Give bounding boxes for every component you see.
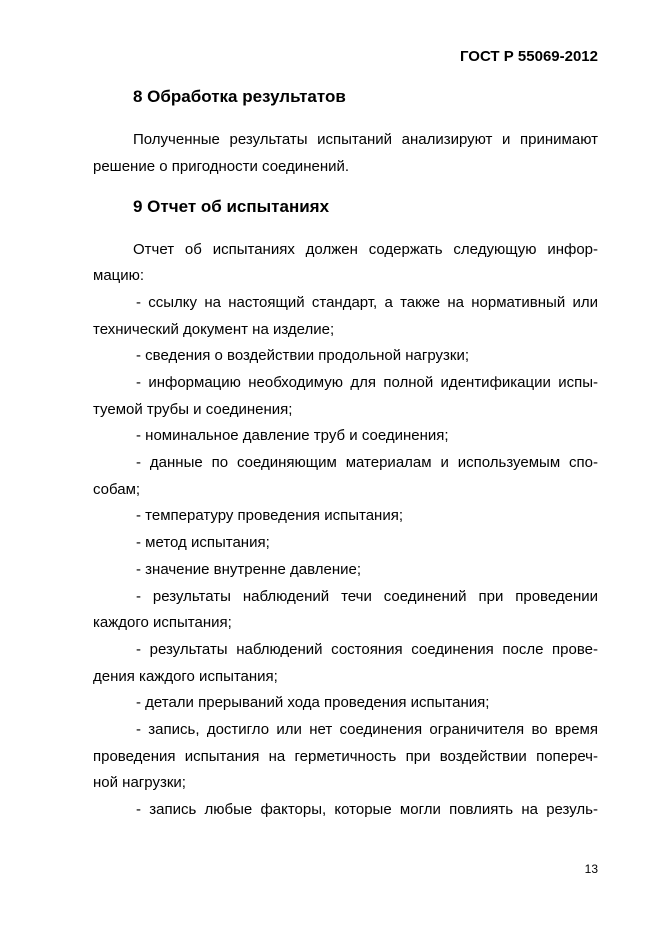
list-item-line: дения каждого испытания; xyxy=(93,668,278,685)
standard-code: ГОСТ Р 55069-2012 xyxy=(459,48,598,65)
section-9-heading: 9 Отчет об испытаниях xyxy=(133,197,330,216)
list-item-line: технический документ на изделие; xyxy=(93,321,335,338)
list-item-line: - значение внутренне давление; xyxy=(136,561,362,578)
list-item-line: - номинальное давление труб и соединения; xyxy=(136,427,449,444)
paragraph-line: Полученные результаты испытаний анализируют и принимают xyxy=(133,131,598,148)
list-item-line: собам; xyxy=(93,481,141,498)
list-item-line: - температуру проведения испытания; xyxy=(136,507,403,524)
list-item-line: - ссылку на настоящий стандарт, а также на нормативный или xyxy=(136,294,598,311)
list-item-line: проведения испытания на герметичность при воздействии попереч- xyxy=(93,748,598,765)
list-item-line: каждого испытания; xyxy=(93,614,232,631)
list-item-line: туемой трубы и соединения; xyxy=(93,401,293,418)
paragraph-line: Отчет об испытаниях должен содержать следующую инфор- xyxy=(133,241,598,258)
list-item-line: - данные по соединяющим материалам и используемым спо- xyxy=(136,454,598,471)
list-item-line: - метод испытания; xyxy=(136,534,270,551)
list-item-line: - результаты наблюдений течи соединений при проведении xyxy=(136,588,598,605)
paragraph-line: мацию: xyxy=(93,267,145,284)
list-item-line: - сведения о воздействии продольной нагрузки; xyxy=(136,347,470,364)
list-item-line: - детали прерываний хода проведения испытания; xyxy=(136,694,490,711)
list-item-line: - запись любые факторы, которые могли повлиять на резуль- xyxy=(136,801,598,818)
list-item-line: - информацию необходимую для полной идентификации испы- xyxy=(136,374,598,391)
list-item-line: - запись, достигло или нет соединения ограничителя во время xyxy=(136,721,598,738)
section-8-heading: 8 Обработка результатов xyxy=(133,87,346,106)
page-number: 13 xyxy=(584,862,598,876)
paragraph-line: решение о пригодности соединений. xyxy=(93,158,350,175)
list-item-line: ной нагрузки; xyxy=(93,774,186,791)
list-item-line: - результаты наблюдений состояния соединения после прове- xyxy=(136,641,598,658)
